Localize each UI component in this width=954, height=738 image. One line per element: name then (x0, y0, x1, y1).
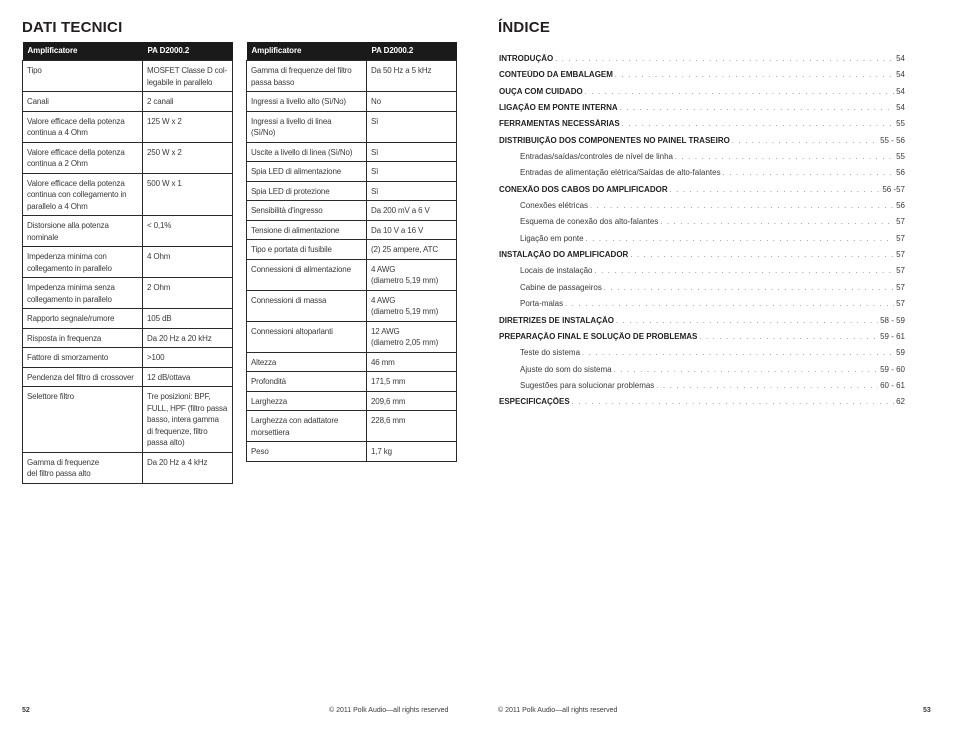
copyright-notice: © 2011 Polk Audio—all rights reserved (329, 707, 449, 714)
toc-entry-page: 56 (896, 201, 905, 211)
spec-label-cell: Connessioni altoparlanti (247, 321, 367, 352)
table-row (247, 92, 457, 112)
toc-entry[interactable] (499, 168, 905, 184)
toc-entry[interactable] (499, 136, 905, 152)
spec-label-cell: Tipo e portata di fusibile (247, 240, 367, 260)
toc-entry-label: Entradas/saídas/controles de nível de linha (520, 152, 673, 162)
spec-label-cell: Spia LED di alimentazione (247, 162, 367, 182)
toc-entry-label: Locais de instalação (520, 266, 593, 276)
toc-entry-label: PREPARAÇÃO FINAL E SOLUÇÃO DE PROBLEMAS (499, 331, 698, 341)
table-row (23, 61, 233, 92)
spec-value-cell: Da 20 Hz a 4 kHz (143, 452, 233, 483)
dot-leader (595, 268, 895, 275)
spec-value-cell: 250 W x 2 (143, 142, 233, 173)
spec-value-cell: Sì (367, 142, 457, 162)
table-header-row (247, 42, 457, 61)
toc-entry-label: LIGAÇÃO EM PONTE INTERNA (499, 103, 618, 113)
dot-leader (582, 350, 894, 357)
table-row (247, 181, 457, 201)
toc-entry[interactable] (499, 185, 905, 201)
dot-leader (614, 367, 878, 374)
toc-entry[interactable] (499, 87, 905, 103)
spec-label-cell: Fattore di smorzamento (23, 348, 143, 368)
toc-entry-page: 56 (896, 168, 905, 178)
spec-label-cell: Valore efficace della potenza continua a 2 Ohm (23, 142, 143, 173)
toc-entry[interactable] (499, 54, 905, 70)
toc-entry-label: FERRAMENTAS NECESSÁRIAS (499, 119, 620, 129)
spec-value-cell: 12 AWG (diametro 2,05 mm) (367, 321, 457, 352)
dot-leader (656, 383, 878, 390)
table-row (247, 372, 457, 392)
toc-entry[interactable] (499, 348, 905, 364)
table-row (23, 278, 233, 309)
dot-leader (586, 236, 894, 243)
toc-entry-page: 54 (896, 86, 905, 96)
spec-label-cell: Tipo (23, 61, 143, 92)
toc-entry-label: INSTALAÇÃO DO AMPLIFICADOR (499, 250, 629, 260)
table-row (247, 220, 457, 240)
spec-label-cell: Rapporto segnale/rumore (23, 309, 143, 329)
spec-value-cell: 171,5 mm (367, 372, 457, 392)
spec-label-cell: Gamma di frequenze del filtro passa alto (23, 452, 143, 483)
toc-entry-page: 57 (896, 282, 905, 292)
toc-entry-label: CONEXÃO DOS CABOS DO AMPLIFICADOR (499, 184, 668, 194)
toc-entry-page: 55 (896, 152, 905, 162)
dot-leader (572, 399, 894, 406)
dot-leader (723, 170, 895, 177)
table-row (247, 142, 457, 162)
right-page (477, 0, 954, 738)
table-row (247, 411, 457, 442)
dot-leader (630, 252, 894, 259)
toc-entry-label: Cabine de passageiros (520, 282, 602, 292)
toc-entry-page: 59 - 61 (880, 331, 905, 341)
spec-label-cell: Spia LED di protezione (247, 181, 367, 201)
toc-entry-page: 57 (896, 250, 905, 260)
toc-entry[interactable] (499, 70, 905, 86)
page-number: 52 (22, 707, 30, 714)
spec-value-cell: 228,6 mm (367, 411, 457, 442)
spec-value-cell: < 0,1% (143, 216, 233, 247)
spec-label-cell: Selettore filtro (23, 387, 143, 453)
spec-value-cell: 4 AWG (diametro 5,19 mm) (367, 259, 457, 290)
dot-leader (615, 72, 894, 79)
spec-label-cell: Valore efficace della potenza continua con collegamento in parallelo a 4 Ohm (23, 173, 143, 216)
column-header: PA D2000.2 (367, 42, 457, 61)
toc-entry[interactable] (499, 103, 905, 119)
table-row (247, 352, 457, 372)
toc-entry[interactable] (499, 283, 905, 299)
table-row (23, 348, 233, 368)
spec-value-cell: 500 W x 1 (143, 173, 233, 216)
dot-leader (675, 154, 894, 161)
dot-leader (732, 138, 878, 145)
spec-value-cell: Da 50 Hz a 5 kHz (367, 61, 457, 92)
table-row (23, 247, 233, 278)
spec-value-cell: 2 canali (143, 92, 233, 112)
copyright-notice: © 2011 Polk Audio—all rights reserved (498, 707, 618, 714)
toc-entry[interactable] (499, 316, 905, 332)
spec-value-cell: 12 dB/ottava (143, 367, 233, 387)
column-header: Amplificatore (23, 42, 143, 61)
spec-value-cell: MOSFET Classe D col- legabile in parallelo (143, 61, 233, 92)
toc-entry[interactable] (499, 266, 905, 282)
table-row (23, 328, 233, 348)
toc-entry-label: Porta-malas (520, 299, 564, 309)
toc-entry-page: 57 (896, 217, 905, 227)
toc-entry-page: 55 (896, 119, 905, 129)
toc-entry-page: 54 (896, 54, 905, 63)
table-row (247, 201, 457, 221)
toc-entry-page: 60 - 61 (880, 380, 905, 390)
toc-entry-label: OUÇA COM CUIDADO (499, 86, 583, 96)
spec-label-cell: Connessioni di alimentazione (247, 259, 367, 290)
toc-entry-label: ESPECIFICAÇÕES (499, 397, 570, 407)
table-row (247, 391, 457, 411)
table-row (247, 61, 457, 92)
toc-entry-page: 54 (896, 103, 905, 113)
table-row (23, 173, 233, 216)
toc-entry-page: 58 - 59 (880, 315, 905, 325)
toc-entry-label: Sugestões para solucionar problemas (520, 380, 655, 390)
spec-value-cell: No (367, 92, 457, 112)
spec-value-cell: 209,6 mm (367, 391, 457, 411)
table-row (23, 367, 233, 387)
spec-label-cell: Sensibilità d'ingresso (247, 201, 367, 221)
spec-value-cell: 105 dB (143, 309, 233, 329)
spec-value-cell: Da 200 mV a 6 V (367, 201, 457, 221)
toc-entry[interactable] (499, 250, 905, 266)
spec-label-cell: Larghezza (247, 391, 367, 411)
spec-value-cell: 4 AWG (diametro 5,19 mm) (367, 290, 457, 321)
column-header: PA D2000.2 (143, 42, 233, 61)
spec-label-cell: Uscite a livello di linea (Sì/No) (247, 142, 367, 162)
spec-label-cell: Larghezza con adattatore morsettiera (247, 411, 367, 442)
spec-label-cell: Tensione di alimentazione (247, 220, 367, 240)
spec-value-cell: 1,7 kg (367, 442, 457, 462)
toc-entry-label: CONTEÚDO DA EMBALAGEM (499, 70, 613, 80)
table-row (23, 111, 233, 142)
toc-entry-page: 57 (896, 299, 905, 309)
toc-entry[interactable] (499, 381, 905, 397)
toc-entry-label: Ajuste do som do sistema (520, 364, 612, 374)
spec-table-2 (246, 42, 457, 462)
toc-entry-label: Ligação em ponte (520, 233, 584, 243)
dot-leader (670, 187, 881, 194)
spec-label-cell: Distorsione alla potenza nominale (23, 216, 143, 247)
spec-label-cell: Pendenza del filtro di crossover (23, 367, 143, 387)
toc-entry[interactable] (499, 119, 905, 135)
toc-entry-page: 57 (896, 266, 905, 276)
toc-entry-label: Conexões elétricas (520, 201, 589, 211)
toc-entry[interactable] (499, 299, 905, 315)
spec-label-cell: Impedenza minima con collegamento in parallelo (23, 247, 143, 278)
toc-entry[interactable] (499, 152, 905, 168)
spec-label-cell: Ingressi a livello alto (Sì/No) (247, 92, 367, 112)
spec-value-cell: 4 Ohm (143, 247, 233, 278)
toc-entry-page: 54 (896, 70, 905, 80)
spec-label-cell: Gamma di frequenze del filtro passa basso (247, 61, 367, 92)
dot-leader (555, 56, 894, 63)
spec-value-cell: >100 (143, 348, 233, 368)
dot-leader (699, 334, 878, 341)
toc-entry-page: 55 - 56 (880, 135, 905, 145)
page-number: 53 (923, 707, 931, 714)
toc-entry[interactable] (499, 397, 905, 413)
dot-leader (616, 318, 878, 325)
dot-leader (620, 105, 894, 112)
table-row (247, 290, 457, 321)
table-row (247, 442, 457, 462)
spec-label-cell: Ingressi a livello di linea (Sì/No) (247, 111, 367, 142)
column-header: Amplificatore (247, 42, 367, 61)
dot-leader (585, 89, 894, 96)
spec-label-cell: Valore efficace della potenza continua a 4 Ohm (23, 111, 143, 142)
table-row (23, 216, 233, 247)
spec-value-cell: 46 mm (367, 352, 457, 372)
toc-entry[interactable] (499, 332, 905, 348)
toc-entry-page: 57 (896, 233, 905, 243)
toc-entry-page: 59 (896, 348, 905, 358)
table-row (247, 162, 457, 182)
table-row (23, 309, 233, 329)
toc-entry-label: Esquema de conexão dos alto-falantes (520, 217, 659, 227)
toc-entry[interactable] (499, 365, 905, 381)
table-row (247, 321, 457, 352)
toc-entry[interactable] (499, 234, 905, 250)
toc-entry[interactable] (499, 217, 905, 233)
spec-value-cell: 125 W x 2 (143, 111, 233, 142)
table-row (23, 452, 233, 483)
spec-value-cell: Sì (367, 162, 457, 182)
toc-entry-label: DIRETRIZES DE INSTALAÇÃO (499, 315, 614, 325)
table-row (23, 387, 233, 453)
table-header-row (23, 42, 233, 61)
spec-value-cell: Da 10 V a 16 V (367, 220, 457, 240)
dot-leader (604, 285, 894, 292)
toc-entry-page: 62 (896, 397, 905, 407)
spec-label-cell: Impedenza minima senza collegamento in parallelo (23, 278, 143, 309)
toc-entry-label: INTRODUÇÃO (499, 54, 554, 63)
toc-entry-label: Teste do sistema (520, 348, 581, 358)
toc-entry-label: Entradas de alimentação elétrica/Saídas de alto-falantes (520, 168, 721, 178)
toc-entry[interactable] (499, 201, 905, 217)
table-row (247, 240, 457, 260)
toc-entry-label: DISTRIBUIÇÃO DOS COMPONENTES NO PAINEL TRASEIRO (499, 135, 730, 145)
spec-table-1 (22, 42, 233, 484)
dot-leader (622, 121, 894, 128)
spec-value-cell: Tre posizioni: BPF, FULL, HPF (filtro passa basso, intera gamma di frequenze, filtro passa alto) (143, 387, 233, 453)
dot-leader (590, 203, 894, 210)
page-title: ÍNDICE (498, 19, 551, 36)
table-of-contents (499, 54, 905, 414)
dot-leader (660, 219, 894, 226)
table-row (23, 142, 233, 173)
spec-value-cell: Sì (367, 181, 457, 201)
spec-value-cell: Sì (367, 111, 457, 142)
page-title: DATI TECNICI (22, 19, 123, 36)
spec-value-cell: (2) 25 ampere, ATC (367, 240, 457, 260)
spec-label-cell: Canali (23, 92, 143, 112)
toc-entry-page: 56 -57 (882, 184, 905, 194)
spec-value-cell: 2 Ohm (143, 278, 233, 309)
spec-label-cell: Peso (247, 442, 367, 462)
spec-value-cell: Da 20 Hz a 20 kHz (143, 328, 233, 348)
dot-leader (565, 301, 894, 308)
spec-label-cell: Altezza (247, 352, 367, 372)
spec-label-cell: Profondità (247, 372, 367, 392)
spec-label-cell: Connessioni di massa (247, 290, 367, 321)
table-row (247, 259, 457, 290)
spec-label-cell: Risposta in frequenza (23, 328, 143, 348)
table-row (247, 111, 457, 142)
table-row (23, 92, 233, 112)
toc-entry-page: 59 - 60 (880, 364, 905, 374)
